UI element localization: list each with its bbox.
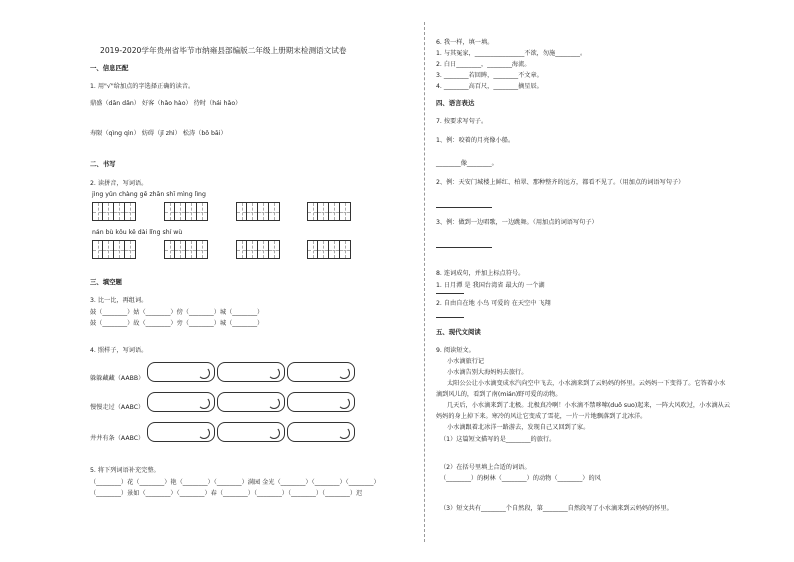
question-5-row-1: （________）花（________）艳（________）（________）满园 金光（________）（________）（________） [90, 479, 380, 486]
answer-line[interactable] [436, 207, 492, 208]
pinyin-row-1: jìng yǔn chàng gē zhān shī mìng lìng [92, 191, 206, 198]
question-9-sub-2: （2）在括号里填上合适的词语。 [440, 464, 531, 471]
question-8: 8. 连词成句，并加上标点符号。 [436, 270, 525, 277]
question-9-sub-2-blanks[interactable]: （________）的树林（________）的动物（________）的风 [440, 475, 601, 482]
answer-bubble[interactable] [287, 392, 355, 412]
question-9-sub-1: （1）这篇短文描写的是________的旅行。 [440, 436, 556, 443]
reading-paragraph: 太阳公公让小水滴变成水汽向空中飞去，小水滴来到了云妈妈的怀里。云妈妈一下变得了。它答着小水 [447, 380, 726, 387]
pinyin-row-2: nán bù kǒu kě dài lǐng shí wù [92, 229, 183, 236]
answer-bubble[interactable] [147, 362, 215, 382]
question-7-item-1: 1、例：咬着的月亮像小船。 [436, 137, 515, 144]
question-8-item-2: 2. 自由自在地 小鸟 可爱的 在天空中 飞翔 [436, 300, 551, 307]
writing-grid[interactable] [92, 240, 136, 259]
writing-grid[interactable] [164, 240, 208, 259]
question-8-item-1: 1. 日月潭 是 我国台湾省 最大的 一个湖 [436, 282, 545, 289]
page-divider [424, 22, 425, 542]
reading-paragraph: 小水滴告别大海妈妈去旅行。 [447, 369, 528, 376]
answer-bubble[interactable] [287, 422, 355, 442]
section-5-heading: 五、现代文阅读 [436, 328, 481, 336]
answer-line[interactable] [436, 293, 464, 294]
question-6: 6. 我一样，填一填。 [436, 39, 494, 46]
section-4-heading: 四、语言表达 [436, 99, 475, 107]
reading-title: 小水滴旅行记 [447, 358, 485, 365]
reading-paragraph: 滴到风儿的，看到了南(mián)野可爱的动物。 [436, 391, 562, 398]
writing-grid[interactable] [236, 202, 280, 221]
question-2: 2. 读拼音，写词语。 [90, 180, 148, 187]
question-5: 5. 将下列词语补充完整。 [90, 467, 160, 474]
answer-bubble[interactable] [147, 392, 215, 412]
example-aabc-1: 慢慢走过（AABC） [90, 404, 145, 411]
example-aabc-2: 井井有条（AABC） [90, 435, 145, 442]
question-6-line-2: 2. 白日________，________海流。 [436, 61, 531, 68]
question-9: 9. 阅读短文。 [436, 347, 475, 354]
writing-grid[interactable] [92, 202, 136, 221]
reading-paragraph: 小水滴跟着北冰洋一路游去，发现自己又回到了家。 [447, 424, 590, 431]
writing-grid[interactable] [307, 240, 351, 259]
question-5-row-2: （________）景如（________）（________）春（________）（________）（________）（________）迟 [90, 490, 363, 497]
writing-grid[interactable] [307, 202, 351, 221]
reading-paragraph: 几天后，小水滴来到了北极。北极真冷啊！小水滴不禁哆嗦(duō suo)起来，一阵大风吹过，小水滴从云 [447, 402, 731, 409]
question-7: 7. 按要求写句子。 [436, 118, 488, 125]
section-1-heading: 一、信息匹配 [90, 64, 129, 72]
answer-line[interactable] [436, 247, 492, 248]
question-3: 3. 比一比，再组词。 [90, 297, 148, 304]
answer-bubble[interactable] [147, 422, 215, 442]
question-7-item-2: 2、例：天安门城楼上鲜红、柏翠、那种整齐的远方，都看不见了。（用加点的词语写句子） [436, 179, 685, 186]
question-1-row-2: 寿限（qìng qìn） 妨碍（jǐ zhì） 松涛（bō bāi） [90, 130, 227, 137]
writing-grid[interactable] [236, 240, 280, 259]
section-3-heading: 三、填空题 [90, 278, 122, 286]
question-6-line-3: 3. ________若回眸，________不文章。 [436, 72, 543, 79]
question-1-row-1: 鼎盛（dān dǎn） 好客（hǎo hào） 待时（hái hǎo） [90, 100, 242, 107]
reading-paragraph: 妈妈的身上掉下来。寒冷的风让它变成了雪花，一片一片地飘落到了北冰洋。 [436, 413, 647, 420]
question-7-item-3: 3、例：做到一边唱歌，一边跳舞。（用加点的词语写句子） [436, 219, 598, 226]
question-6-line-1: 1. 与其冤家，________________不欲，勿施________。 [436, 50, 587, 57]
section-2-heading: 二、书写 [90, 160, 116, 168]
answer-bubble[interactable] [287, 362, 355, 382]
question-3-row-2: 鼓（________）故（________）旁（________）城（________） [90, 320, 264, 327]
question-3-row-1: 鼓（________）姑（________）傍（________）城（________） [90, 309, 264, 316]
answer-line[interactable] [436, 317, 464, 318]
question-7-item-1-blank[interactable]: ________像________。 [436, 160, 498, 167]
question-6-line-4: 4. ________高百尺，________摘星辰。 [436, 83, 543, 90]
answer-bubble[interactable] [217, 362, 285, 382]
page-title: 2019-2020学年贵州省毕节市纳雍县部编版二年级上册期末检测语文试卷 [100, 46, 347, 55]
writing-grid[interactable] [164, 202, 208, 221]
answer-bubble[interactable] [217, 392, 285, 412]
question-9-sub-3: （3）短文共有________个自然段，第________自然段写了小水滴来到云妈妈的怀里。 [440, 505, 673, 512]
answer-bubble[interactable] [217, 422, 285, 442]
question-1: 1. 用"√"给加点的字选择正确的读音。 [90, 83, 195, 90]
example-aabb: 躲躲藏藏（AABB） [90, 375, 145, 382]
question-4: 4. 照样子，写词语。 [90, 347, 148, 354]
